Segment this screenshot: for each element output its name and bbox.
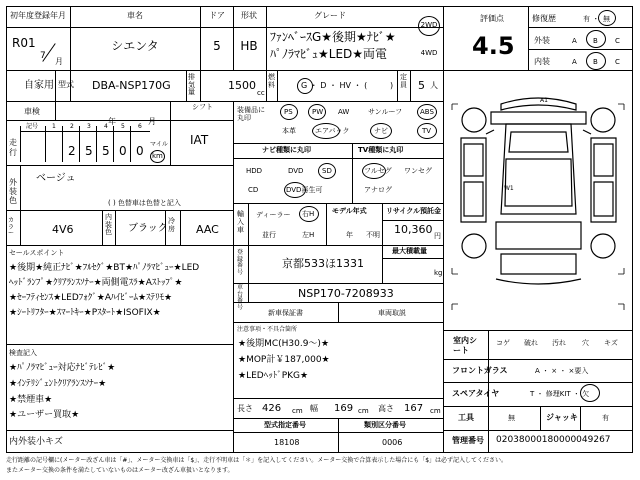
divider xyxy=(233,203,443,204)
manual: 車両取説 xyxy=(378,309,406,317)
first-reg-label: 初年度登録年月 xyxy=(10,11,66,20)
ac-value: AAC xyxy=(196,223,219,236)
recycle-value: 10,360 xyxy=(394,223,433,236)
tv-analog: アナログ xyxy=(364,186,392,194)
divider xyxy=(186,70,187,101)
mgmt-value: 020380001800000492​67 xyxy=(496,435,611,445)
shape-value: HB xyxy=(240,39,258,53)
width-unit: cm xyxy=(358,407,369,415)
inspection-month: 月 xyxy=(148,117,156,126)
seat-ana: 穴 xyxy=(582,339,589,347)
divider xyxy=(6,101,444,102)
windshield-label: フロントガラス xyxy=(452,366,508,375)
divider xyxy=(233,158,443,159)
registration-label: 登録番号 xyxy=(237,249,244,276)
divider xyxy=(6,245,233,246)
drive-2wd: 2WD xyxy=(420,21,438,29)
mileage-digit-1: 2 xyxy=(68,144,76,158)
divider xyxy=(248,245,249,302)
jack-label: ジャッキ xyxy=(546,413,578,422)
grade-label: グレード xyxy=(314,11,346,20)
color-code: 4V6 xyxy=(52,223,74,236)
doors-label: ドア xyxy=(209,11,225,20)
divider xyxy=(233,143,443,144)
footer-line1: 走行距離の記号欄に(メーター改ざん車は「#」、メーター交換車は「$」、走行不明車は「＊」を記入してください。メーター交換で合算表示した場合にも「$」は必ず記入してください。 xyxy=(6,457,508,464)
exterior-c: C xyxy=(615,37,620,45)
shape-label: 形状 xyxy=(241,11,257,20)
equip-abs: ABS xyxy=(420,108,434,116)
col-6: 6 xyxy=(138,123,142,130)
col-1: 1 xyxy=(52,123,56,130)
notes-line-1: ★後期MC(H30.9～)★ xyxy=(238,339,330,349)
divider xyxy=(540,406,541,430)
divider xyxy=(443,359,633,360)
unit-km: km xyxy=(152,152,163,160)
divider xyxy=(248,203,249,245)
mileage-digit-5: 0 xyxy=(136,144,144,158)
divider xyxy=(528,49,633,50)
capacity-label: 定員 xyxy=(400,73,407,89)
sales-line-1: ★後期★純正ﾅﾋﾞ★ﾌﾙｾｸﾞ★BT★ﾊﾟﾉﾗﾏﾋﾞｭｰ★LED xyxy=(9,263,200,273)
color-value: ベージュ xyxy=(36,173,76,184)
notes-label: 注意事項・不具合箇所 xyxy=(237,326,298,333)
car-damage-diagram xyxy=(446,74,631,324)
month-unit: 月 xyxy=(55,57,63,66)
divider xyxy=(443,382,633,383)
exterior-a: A xyxy=(572,37,577,45)
divider xyxy=(170,101,171,165)
divider xyxy=(6,430,233,431)
import-label: 輸入車 xyxy=(237,210,244,235)
import-left: 左H xyxy=(302,231,315,239)
model-code: DBA-NSP170G xyxy=(92,79,171,92)
divider xyxy=(233,322,443,323)
divider xyxy=(55,70,56,101)
color-code-label: カラー xyxy=(8,217,15,238)
car-name: シエンタ xyxy=(111,39,159,53)
displacement: 1500 xyxy=(228,79,256,92)
sales-line-2: ﾍｯﾄﾞﾗﾝﾌﾟ★ｸﾘｱﾗﾝｽｿﾅｰ★両側電ｽﾗ★Aｽﾄｯﾌﾟ★ xyxy=(9,278,183,288)
tools-value: 無 xyxy=(508,414,515,422)
chassis-label: 車台番号 xyxy=(237,284,244,311)
model-year-label: モデル年式 xyxy=(332,207,367,215)
divider xyxy=(382,258,443,259)
interior-selected: B xyxy=(593,58,598,66)
length-value: 426 xyxy=(262,403,282,414)
windshield-options: A ・ × ・ ×要入 xyxy=(535,367,589,375)
length-unit: cm xyxy=(292,407,303,415)
divider xyxy=(6,165,233,166)
equip-aw: AW xyxy=(338,108,350,116)
first-reg-month: 7 xyxy=(40,51,46,61)
divider xyxy=(397,70,398,101)
first-reg-era: R01 xyxy=(12,36,36,50)
max-load-label: 最大積載量 xyxy=(392,247,427,255)
divider xyxy=(62,126,63,162)
shift-value: IAT xyxy=(190,133,209,147)
car-name-label: 車名 xyxy=(127,11,143,20)
seat-kizu: キズ xyxy=(604,339,618,347)
divider xyxy=(200,6,201,70)
diagram-mark-w1: W1 xyxy=(504,185,514,192)
jack-value: 有 xyxy=(602,414,609,422)
divider xyxy=(326,203,327,245)
doors-value: 5 xyxy=(213,39,221,53)
footer-line2: またメーター交換の条件を満たしていないものはメーター改ざん車扱いとなります。 xyxy=(6,467,234,474)
divider xyxy=(233,245,443,246)
score-label: 評価点 xyxy=(480,14,504,23)
inspection-year: 年 xyxy=(108,117,116,126)
repair-selected: 無 xyxy=(603,15,610,23)
diagram-mark-a1: A1 xyxy=(540,97,548,104)
col-4: 4 xyxy=(104,123,108,130)
seat-koge: コゲ xyxy=(496,339,510,347)
model-year-unit: 年 xyxy=(346,231,353,239)
import-dealer: ディーラー xyxy=(256,211,291,219)
width-value: 169 xyxy=(334,403,354,414)
nav-hdd: HDD xyxy=(246,167,263,175)
sales-points-label: セールスポイント xyxy=(9,249,65,257)
interior-c: C xyxy=(615,58,620,66)
drive-4wd: 4WD xyxy=(420,49,438,57)
divider xyxy=(113,126,114,162)
equip-pw: PW xyxy=(312,108,324,116)
use-type: 自家用 xyxy=(24,80,54,91)
exterior-label: 外装 xyxy=(534,36,550,45)
ac-label: 冷房 xyxy=(168,217,175,233)
model-year-unknown: 不明 xyxy=(366,231,380,239)
nav-sd: SD xyxy=(322,167,332,175)
divider xyxy=(528,6,529,70)
divider xyxy=(443,330,633,331)
spare-circle xyxy=(580,384,600,402)
divider xyxy=(443,70,633,71)
fuel-close: ) xyxy=(390,81,394,90)
grade-line2: ﾊﾟﾉﾗﾏﾋﾞｭ★LED★両電 xyxy=(270,47,388,61)
equip-navi: ナビ xyxy=(374,127,388,135)
divider xyxy=(382,220,443,221)
inspector-notes-label: 検査記入 xyxy=(9,349,37,357)
max-load-unit: kg xyxy=(434,269,443,277)
recycle-label: リサイクル預託金 xyxy=(386,207,442,215)
spare-options: T ・ 修理KIT ・ 欠 xyxy=(530,390,590,398)
unit-mile: マイル xyxy=(150,141,168,148)
seat-label: 室内シート xyxy=(453,336,477,356)
divider xyxy=(6,120,233,121)
spare-label: スペアタイヤ xyxy=(452,389,500,398)
divider xyxy=(20,165,21,210)
width-label: 幅 xyxy=(310,404,318,413)
col-2: 2 xyxy=(70,123,74,130)
class-no-value: 0006 xyxy=(382,438,403,447)
grade-line1: ﾌｧﾝﾍﾞｰｽG★後期★ﾅﾋﾞ★ xyxy=(270,30,396,44)
divider xyxy=(382,203,383,245)
trim-label: 内装色 xyxy=(105,213,112,237)
divider xyxy=(200,70,201,101)
digits-label: 記号 xyxy=(26,123,39,130)
divider xyxy=(6,344,233,345)
height-unit: cm xyxy=(430,407,441,415)
mgmt-label: 管理番号 xyxy=(452,436,484,445)
interior-grade-label: 内装 xyxy=(534,57,550,66)
equipment-label: 装備品に丸印 xyxy=(237,106,265,123)
equip-airbag: エアバック xyxy=(315,127,350,135)
mileage-digit-3: 5 xyxy=(102,144,110,158)
divider xyxy=(6,27,444,28)
nav-dvd: DVD xyxy=(288,167,304,175)
divider xyxy=(338,418,339,453)
divider xyxy=(266,6,267,70)
inspector-line-4: ★ユーザー買取★ xyxy=(9,410,80,420)
divider xyxy=(352,143,353,203)
color-note: ( ) 色替車は色替と記入 xyxy=(108,199,181,207)
seat-yabure: 破れ xyxy=(524,339,538,347)
repair-label: 修復歴 xyxy=(532,14,556,23)
repair-options: 有 ・ xyxy=(583,15,600,23)
capacity-unit: 人 xyxy=(430,81,438,90)
divider xyxy=(443,406,633,407)
mileage-digit-2: 5 xyxy=(85,144,93,158)
equip-leather: 本革 xyxy=(282,127,296,135)
col-5: 5 xyxy=(121,123,125,130)
nav-dvdplay: DVD再生可 xyxy=(286,186,323,194)
cc-unit: cc xyxy=(257,89,265,97)
mileage-label: 走行 xyxy=(9,138,17,157)
sales-line-4: ★ｼｰﾄﾘﾌﾀｰ★ｽﾏｰﾄｷｰ★Pｽﾀｰﾄ★ISOFIX★ xyxy=(9,308,161,318)
fuel-options: G ・ D ・ HV ・ ( xyxy=(301,81,368,90)
divider xyxy=(79,126,80,162)
exterior-selected: B xyxy=(593,37,598,45)
equip-sunroof: サンルーフ xyxy=(368,108,403,116)
divider xyxy=(233,101,234,453)
model-code-label: 型式 xyxy=(58,80,74,89)
mileage-digit-4: 0 xyxy=(119,144,127,158)
divider xyxy=(233,398,443,399)
tv-type-label: TV種類に丸印 xyxy=(358,146,404,154)
tv-oneseg: ワンセグ xyxy=(404,167,432,175)
divider xyxy=(266,70,267,101)
trim-color: ブラック xyxy=(128,223,168,234)
divider xyxy=(580,406,581,430)
score-value: 4.5 xyxy=(472,32,515,60)
length-label: 長さ xyxy=(237,404,253,413)
divider xyxy=(45,126,46,162)
inspection-label: 車検 xyxy=(24,107,40,116)
divider xyxy=(115,210,116,245)
interior-mark: 内外装小キズ xyxy=(9,437,63,447)
seat-yogore: 汚れ xyxy=(552,339,566,347)
import-right: 右H xyxy=(302,210,315,218)
import-parallel: 並行 xyxy=(262,231,276,239)
divider xyxy=(96,126,97,162)
notes-line-2: ★MOP計￥187,000★ xyxy=(238,355,330,365)
sales-line-3: ★ｾｰﾌﾃｨｾﾝｽ★LEDﾌｫｸﾞ★Aﾊｲﾋﾞｰﾑ★ｽﾃﾘﾓ★ xyxy=(9,293,173,303)
displacement-label: 排気量 xyxy=(188,73,195,97)
equip-tv: TV xyxy=(422,127,432,135)
color-label: 外装色 xyxy=(9,178,17,206)
divider xyxy=(410,70,411,101)
divider xyxy=(130,126,131,162)
divider xyxy=(338,302,339,322)
col-3: 3 xyxy=(87,123,91,130)
notes-line-3: ★LEDﾍｯﾄﾞPKG★ xyxy=(238,371,309,381)
registration-value: 京都533ほ1331 xyxy=(282,257,364,270)
capacity: 5 xyxy=(418,79,425,92)
divider xyxy=(102,210,103,245)
divider xyxy=(6,210,233,211)
nav-type-label: ナビ種類に丸印 xyxy=(262,146,311,154)
fuel-label: 燃料 xyxy=(268,73,275,89)
new-warranty: 新車保証書 xyxy=(268,309,303,317)
divider xyxy=(528,27,633,28)
recycle-yen: 円 xyxy=(434,232,441,240)
divider xyxy=(20,126,21,162)
height-label: 高さ xyxy=(378,404,394,413)
divider xyxy=(233,283,443,284)
chassis-value: NSP170-7208933 xyxy=(298,287,394,300)
equip-ps: PS xyxy=(284,108,293,116)
tools-label: 工具 xyxy=(458,413,474,422)
type-no-label: 型式指定番号 xyxy=(264,421,306,429)
inspector-line-3: ★禁煙車★ xyxy=(9,395,53,405)
inspector-line-1: ★ﾊﾟﾉﾗﾏﾋﾞｭｰ対応ﾅﾋﾞﾃﾚﾋﾞ★ xyxy=(9,363,116,373)
shift-label: シフト xyxy=(192,103,213,111)
divider xyxy=(443,6,444,453)
type-no-value: 18108 xyxy=(274,438,300,447)
divider xyxy=(55,101,56,120)
interior-a: A xyxy=(572,58,577,66)
divider xyxy=(20,210,21,245)
divider xyxy=(6,70,444,71)
class-no-label: 類別区分番号 xyxy=(364,421,406,429)
height-value: 167 xyxy=(404,403,424,414)
divider xyxy=(443,430,633,431)
divider xyxy=(180,210,181,245)
divider xyxy=(233,6,234,70)
tv-fullseg: フルセグ xyxy=(364,167,392,175)
nav-cd: CD xyxy=(248,186,259,194)
divider xyxy=(382,245,383,283)
inspector-line-2: ★ｲﾝﾃﾘｼﾞｪﾝﾄｸﾘｱﾗﾝｽｿﾅｰ★ xyxy=(9,379,107,389)
